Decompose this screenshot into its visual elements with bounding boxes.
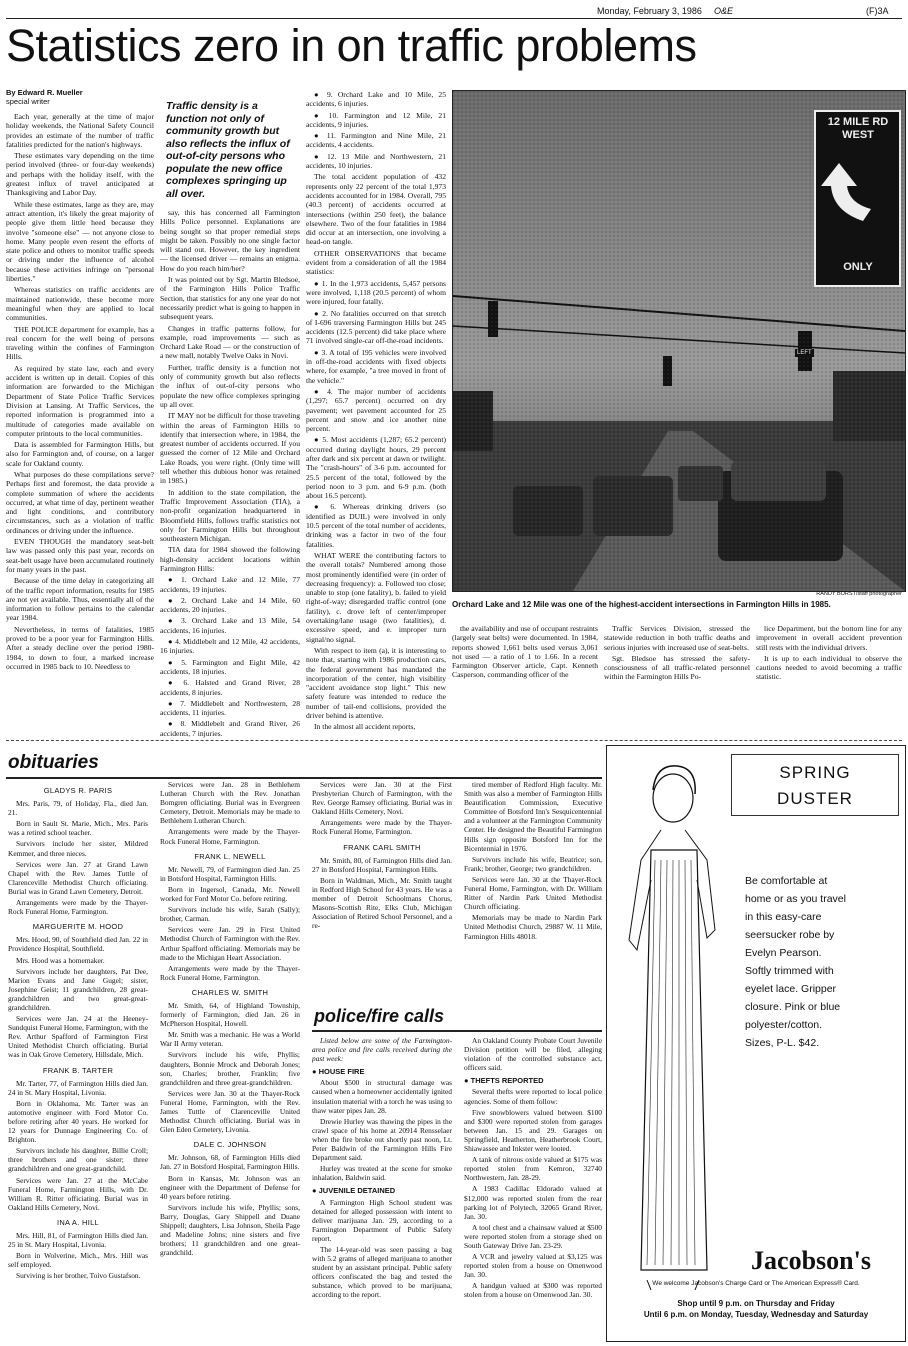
intersection-photo-art: [453, 91, 905, 591]
police-rule: [312, 1030, 602, 1032]
left-turn-sign: LEFT: [797, 350, 812, 356]
obituary-paragraph: Memorials may be made to Nardin Park United Methodist Church, 29887 W. 11 Mile, Farmington Hills 48018.: [464, 913, 602, 941]
paragraph: ● 6. Whereas drinking drivers (so identified as DUIL) were involved in only 10.5 percent of the total number of accidents, drinking was a factor in two of the four fatalities.: [306, 502, 446, 549]
article-column-1: [6, 112, 154, 737]
photo-credit: RANDY BORST/staff photographer: [816, 591, 902, 597]
obituary-paragraph: Born in Kansas, Mr. Johnson was an engineer with the Department of Defense for 40 years before retiring.: [160, 1173, 300, 1201]
obituary-name: DALE C. JOHNSON: [193, 1140, 267, 1150]
obituary-name: GLADYS R. PARIS: [43, 786, 113, 795]
street-sign: [818, 116, 898, 142]
paragraph: ● 1. Orchard Lake and 12 Mile, 77 accidents, 19 injuries.: [160, 575, 300, 594]
paragraph: Because of the time delay in categorizing all of the traffic report information, results for 1985 are not yet available. Thus, essentially all of the information to follow pertains to the calendar year 1984.: [6, 576, 154, 623]
paragraph: In the almost all accident reports,: [314, 722, 416, 732]
obituary-paragraph: Services were Jan. 24 at the Heeney-Sundquist Funeral Home, Farmington, with the Rev. Arthur Spafford of Farmington First United Methodist Church officiating. Burial was in Oak Grove Cemetery, Hillsdale, Mich.: [8, 1014, 148, 1060]
ad-title-line-2: DUSTER: [777, 789, 853, 808]
ad-copy-line: in this easy-care: [745, 911, 822, 923]
article-column-6-text: lice Department, but the bottom line for any improvement in overall accident prevention still rests with the individual drivers.: [756, 624, 902, 652]
paragraph: ● 4. Middlebelt and 12 Mile, 42 accidents, 16 injuries.: [160, 637, 300, 656]
pull-quote: Traffic density is a function not only of community growth but also reflects the influx of out-of-city persons who populate the new office complexes springing up all over.: [166, 100, 290, 200]
obituary-paragraph: Born in Wolverine, Mich., Mrs. Hill was self employed.: [8, 1251, 148, 1270]
obituary-paragraph: Mr. Smith, 64, of Highland Township, formerly of Farmington, died Jan. 26 in McPherson Hospital, Howell.: [160, 1000, 300, 1029]
police-paragraph: A Farmington High School student was detained for alleged possession with intent to deliver marijuana Jan. 29, according to a Farmington Department of Public Safety report.: [312, 1197, 452, 1243]
obituary-paragraph: Mrs. Paris, 79, of Holiday, Fla., died Jan. 21.: [8, 799, 148, 818]
obituaries-title: obituaries: [8, 752, 99, 773]
obituaries-column-3: [312, 780, 452, 1004]
paragraph: IT MAY not be difficult for those traveling within the areas of Farmington Hills to identify that intersection where, in 1984, the greatest number of accidents occurred. If you guessed the corner of 12 Mile and Orchard Lake Roads, you were right. (Only time will tell whether this dubious honor was retained in 1985.): [160, 411, 300, 486]
police-paragraph: A tool chest and a chainsaw valued at $500 were reported stolen from a storage shed on South Gateway Drive Jan. 23-29.: [464, 1222, 602, 1250]
byline-name: By Edward R. Mueller: [6, 88, 83, 97]
police-item-heading: ● HOUSE FIRE: [312, 1067, 365, 1077]
obituary-paragraph: Arrangements were made by the Thayer-Rock Funeral Home, Farmington.: [160, 963, 300, 982]
paragraph: These estimates vary depending on the time period involved (three- or four-day weekends) and perhaps with the holiday itself, with the greatest influx of travel anticipated at Thanksgiving and Labor Day.: [6, 151, 154, 198]
obituary-paragraph: tired member of Redford High faculty. Mr. Smith was also a member of Farmington Hills Beautification Commission, Executive Committee of Botsford Inn's Sesquicentennial and a volunteer at the Farmington Community Center. He designed the Beautiful Farmington Hills sign opposite Botsford Inn for the Bicentennial in 1976.: [464, 780, 602, 853]
obituary-paragraph: Services were Jan. 29 in First United Methodist Church of Farmington with the Rev. Arthur Spafford officiating. Memorials may be made to the Michigan Heart Association.: [160, 925, 300, 962]
article-column-4: [452, 624, 598, 738]
section-divider: [6, 740, 902, 742]
paragraph: ● 8. Middlebelt and Grand River, 26 accidents, 7 injuries.: [160, 719, 300, 738]
police-paragraph: Several thefts were reported to local police agencies. Some of them follow:: [464, 1087, 602, 1106]
paragraph: ● 3. A total of 195 vehicles were involved in off-the-road accidents with fixed objects where, for example, "a tree moved in front of the vehicle.": [306, 347, 446, 385]
police-title: police/fire calls: [314, 1006, 445, 1026]
ad-hours: [613, 1298, 899, 1320]
obituary-paragraph: Born in Waldman, Mich., Mr. Smith taught in Redford High School for 43 years. He was a member of Detroit Schoolmans Chorus, Masons-Scottish Rite, Elks Club, Michigan Association of Retired School Personnel, and a re-: [312, 875, 452, 931]
obituary-paragraph: Services were Jan. 27 at Grand Lawn Chapel with the Rev. James Tuttle of Clarenceville Methodist Church officiating. Burial was in Grand Lawn Cemetery, Detroit.: [8, 859, 148, 896]
obituary-paragraph: Survivors include his wife, Beatrice; son, Frank; brother, George; two grandchildren.: [464, 854, 602, 873]
paragraph: The total accident population of 432 represents only 22 percent of the total 1,973 accidents accounted for in 1984. Overall, 795 (40.3 percent) of accidents occurred at intersections (within 250 feet), the balance elsewhere. Two of the four fatalities in 1984 did occur at an intersection, one involving a head-on tangle.: [306, 172, 446, 247]
paragraph: With respect to item (a), it is interesting to note that, starting with 1986 production cars, the federal government has mandated the incorporation of the center, high visibility "accident avoidance stop light." This new safety feature was intended to reduce the number of tail-end collisions, provided the driver behind is attentive.: [306, 645, 446, 720]
article-column-2: [160, 208, 300, 738]
paragraph: ● 3. Orchard Lake and 13 Mile, 54 accidents, 16 injuries.: [160, 616, 300, 635]
obituary-paragraph: Arrangements were made by the Thayer-Rock Funeral Home, Farmington.: [312, 818, 452, 837]
obituary-paragraph: Born in Sault St. Marie, Mich., Mrs. Paris was a retired school teacher.: [8, 819, 148, 838]
obituary-paragraph: Services were Jan. 28 in Bethlehem Lutheran Church with the Rev. Jonathan Bomgren officiating. Burial was in Evergreen Cemetery, Detroit. Memorials may be made to Bethlehem Lutheran Church.: [160, 780, 300, 826]
ad-copy-line: seersucker robe by: [745, 929, 835, 941]
page-date: Monday, February 3, 1986: [597, 6, 702, 16]
paragraph: ● 2. No fatalities occurred on that stretch of I-696 traversing Farmington Hills but 245 accidents (12.5 percent) did take place where 71 involved single-car off-the-road incidents.: [306, 308, 446, 346]
paragraph: OTHER OBSERVATIONS that became evident from a consideration of all the 1984 statistics:: [306, 248, 446, 277]
paragraph: ● 1. In the 1,973 accidents, 5,457 persons were involved, 1,118 (20.5 percent) of whom were injured, four fatally.: [306, 278, 446, 307]
paragraph: Each year, generally at the time of major holiday weekends, the National Safety Council provides an estimate of the number of traffic fatalities predicted for the nation's highways.: [6, 112, 154, 149]
paragraph: In addition to the state compilation, the Traffic Improvement Association (TIA), a non-profit organization headquartered in Bloomfield Hills, follows traffic statistics not only for Farmington Hills but throughout southeastern Michigan.: [160, 487, 300, 544]
obituary-name: FRANK L. NEWELL: [194, 851, 266, 861]
obituary-name: INA A. HILL: [56, 1217, 100, 1227]
police-paragraph: The 14-year-old was seen passing a bag with 5.2 grams of alleged marijuana to another student by an assistant principal. Public safety officers confiscated the bag and tested the substance, which proved to be marijuana, according to the report.: [312, 1244, 452, 1300]
article-column-6-text-b: It is up to each individual to observe the cautions needed to avoid becoming a traffic statistic.: [756, 653, 902, 682]
obituary-paragraph: Arrangements were made by the Thayer-Rock Funeral Home, Farmington.: [160, 827, 300, 846]
obituary-paragraph: Mr. Smith, 80, of Farmington Hills died Jan. 27 in Botsford Hospital, Farmington Hills.: [312, 855, 452, 874]
paragraph: Nevertheless, in terms of fatalities, 1985 proved to be a poor year for Farmington Hills. After a steady decline over the period 1980-1984, to down to four, a marked increase occurred in 1985 back to 10. Needless to: [6, 624, 154, 671]
obituary-name: MARGUERITE M. HOOD: [32, 922, 124, 932]
obituary-name: FRANK B. TARTER: [42, 1065, 114, 1075]
police-item-heading: ● THEFTS REPORTED: [464, 1076, 544, 1086]
ad-title-box: [731, 754, 899, 816]
obituaries-column-1: [8, 780, 148, 1342]
ad-title-line-1: SPRING: [779, 763, 851, 782]
police-column-1-items: [312, 1067, 452, 1299]
paragraph: ● 10. Farmington and 12 Mile, 21 accidents, 9 injuries.: [306, 110, 446, 129]
ad-copy-line: home or as you travel: [745, 893, 846, 905]
obituary-paragraph: Mrs. Hood was a homemaker.: [16, 955, 105, 965]
police-column-2: [464, 1036, 602, 1342]
obituary-paragraph: Arrangements were made by the Thayer-Rock Funeral Home, Farmington.: [8, 898, 148, 917]
obituary-paragraph: Mr. Johnson, 68, of Farmington Hills died Jan. 27 in Botsford Hospital, Farmington Hills.: [160, 1153, 300, 1172]
paragraph: EVEN THOUGH the mandatory seat-belt law was passed only this past year, records on seat-belt usage have been accumulated routinely for many years in the past.: [6, 537, 154, 574]
paper-name: O&E: [714, 6, 734, 16]
intersection-photo: [452, 90, 906, 592]
obituary-paragraph: Mr. Tarter, 77, of Farmington Hills died Jan. 24 in St. Mary Hospital, Livonia.: [8, 1078, 148, 1097]
ad-copy-line: Evelyn Pearson.: [745, 947, 822, 959]
paragraph: ● 9. Orchard Lake and 10 Mile, 25 accidents, 6 injuries.: [306, 90, 446, 109]
obituary-paragraph: Mrs. Hood, 90, of Southfield died Jan. 22 in Providence Hospital, Southfield.: [8, 935, 148, 954]
article-column-5-text-b: Sgt. Bledsoe has stressed the safety-consciousness of all traffic-related personnel within the Farmington Hills Po-: [604, 653, 750, 682]
paragraph: Further, traffic density is a function not only of community growth but also reflects the influx of out-of-city persons who populate the new office complexes springing up all over.: [160, 362, 300, 409]
paragraph: It was pointed out by Sgt. Martin Bledsoe, of the Farmington Hills Police Traffic Section, that statistics for any one year do not necessarily predict what is going to happen in subsequent years.: [160, 275, 300, 322]
article-column-6: [756, 624, 902, 738]
ad-cards: We welcome Jacobson's Charge Card or The American Express® Card.: [652, 1280, 860, 1287]
obituary-paragraph: Survivors include his wife, Phyllis; sons, Barry, Douglas, Gary Shippell and Duane Shippell; daughters, Lisa Johnson, Sheila Page and Madeline Johns; nine sisters and five brothers; 11 grandchildren and one great-grandchild.: [160, 1202, 300, 1258]
paragraph: THE POLICE department for example, has a real concern for the well being of persons traveling within the confines of Farmington Hills.: [6, 324, 154, 362]
obituaries-column-4: [464, 780, 602, 1004]
police-paragraph: Hurley was treated at the scene for smoke inhalation, Baldwin said.: [312, 1164, 452, 1183]
obituary-paragraph: Survivors include her daughters, Pat Dee, Marion Evans and Jane Gugel; sister, Josephine Geist; 11 grandchildren, 28 great-grandchildren and two great-great-grandchildren.: [8, 966, 148, 1012]
paragraph: ● 7. Middlebelt and Northwestern, 28 accidents, 11 injuries.: [160, 698, 300, 718]
paragraph: WHAT WERE the contributing factors to the overall totals? Numbered among those most prominently identified were (in order of decreasing frequency): a. Followed too close; unable to stop (one fatality), b. failed to yield right-of-way; disregarded traffic control (one fatility), c. drove left of center/improper overtaking/lane usage (two fatalities), d. excessive speed, and e. improper turn signal/no signal.: [306, 550, 446, 644]
obituary-paragraph: Services were Jan. 27 at the McCabe Funeral Home, Farmington Hills, with Dr. William R. Ritter officiating. Burial was in Oakland Hills Cemetery, Novi.: [8, 1175, 148, 1212]
police-paragraph: A VCR and jewelry valued at $3,125 was reported stolen from a house on Omenwood Jan. 30.: [464, 1252, 602, 1280]
article-column-5: [604, 624, 750, 738]
obituary-paragraph: Survivors include her sister, Mildred Kemmer, and three nieces.: [8, 839, 148, 858]
obituary-paragraph: Born in Oklahoma, Mr. Tarter was an automotive engineer with Ford Motor Co. before retiring after 40 years. He worked for 12 years for Dunnage Engineering Co. of Brighton.: [8, 1098, 148, 1145]
obituary-paragraph: Born in Ingersol, Canada, Mr. Newell worked for Ford Motor Co. before retiring.: [160, 884, 300, 904]
ad-copy: [745, 872, 901, 1052]
obituary-paragraph: Survivors include his wife, Sarah (Sally); brother, Carman.: [160, 905, 300, 924]
paragraph: ● 4. The major number of accidents (1,297; 65.7 percent) occurred on dry pavement; wet pavement accounted for 25 percent and snow and ice another nine percent.: [306, 386, 446, 434]
obituary-paragraph: Mrs. Hill, 81, of Farmington Hills died Jan. 25 in St. Mary Hospital, Livonia.: [8, 1231, 148, 1250]
ad-copy-line: polyester/cotton.: [745, 1019, 823, 1031]
jacobsons-ad: [606, 745, 906, 1342]
jacobsons-logo: Jacobson's: [751, 1246, 871, 1275]
paragraph: ● 11. Farmington and Nine Mile, 21 accidents, 4 accidents.: [306, 131, 446, 150]
byline-role: special writer: [6, 97, 50, 106]
obituary-paragraph: Survivors include his daughter, Billie Croll; three brothers and one sister; three grandchildren and one great-grandchild.: [8, 1146, 148, 1174]
paragraph: Data is assembled for Farmington Hills, but also for Farmington and, of course, on a larger scale for Oakland county.: [6, 440, 154, 468]
police-paragraph: An Oakland County Probate Court Juvenile Division petition will be filed, alleging violation of the controlled substance act, officers said.: [464, 1036, 602, 1073]
police-column-1: [312, 1036, 452, 1342]
street-sign-line-2: WEST: [842, 129, 874, 141]
street-sign-only: ONLY: [843, 261, 873, 273]
headline: Statistics zero in on traffic problems: [6, 20, 697, 71]
obituary-paragraph: Mr. Smith was a mechanic. He was a World War II Army veteran.: [160, 1030, 300, 1049]
article-column-4-text: the availability and use of occupant restraints (largely seat belts) were documented. In 1984, reports showed 1,661 belts used versus 3,061 not used — a ratio of 1 to 1.66. In a recent Farmington Observer article, Capt. Kenneth Casperson, commanding officer of the: [452, 624, 598, 680]
paragraph: ● 6. Halsted and Grand River, 28 accidents, 8 injuries.: [160, 678, 300, 697]
paragraph: ● 5. Farmington and Eight Mile, 42 accidents, 18 injuries.: [160, 657, 300, 676]
article-column-5-text: Traffic Services Division, stressed the statewide reduction in both traffic deaths and serious injuries with increased use of seat-belts.: [604, 624, 750, 652]
obituary-name: CHARLES W. SMITH: [191, 987, 269, 997]
ad-hours-line-2: Until 6 p.m. on Monday, Tuesday, Wednesday and Saturday: [643, 1310, 869, 1319]
paragraph: ● 2. Orchard Lake and 14 Mile, 60 accidents, 20 injuries.: [160, 595, 300, 615]
police-paragraph: Five snowblowers valued between $100 and $300 were reported stolen from garages between Jan. 15 and 29. Garages on Springfield, Heatherton, Heatherbrook Court, Shiawassee and Inkster were looted.: [464, 1107, 602, 1154]
police-paragraph: About $500 in structural damage was caused when a homeowner accidentally ignited insulation material with a torch he was using to thaw water pipes Jan. 28.: [312, 1078, 452, 1115]
paragraph: As required by state law, each and every accident is written up in detail. Copies of this information are forwarded to the Michigan Department of State Police Traffic Services Division at Lansing. At Traffic Services, the reported information is programmed into a multitude of categories made available on computer printouts to the local communities.: [6, 363, 154, 438]
police-intro: Listed below are some of the Farmington-area police and fire calls received during the past week:: [312, 1036, 452, 1064]
police-item-heading: ● JUVENILE DETAINED: [312, 1186, 396, 1196]
obituaries-column-2: [160, 780, 300, 1342]
ad-copy-line: closure. Pink or blue: [745, 1001, 841, 1013]
ad-copy-line: Be comfortable at: [745, 875, 828, 887]
obituaries-rule: [6, 777, 602, 779]
ad-copy-line: eyelet lace. Gripper: [745, 983, 837, 995]
article-column-3: [306, 90, 446, 738]
byline: [6, 88, 154, 106]
photo-caption: Orchard Lake and 12 Mile was one of the highest-accident intersections in Farmington Hills in 1985.: [452, 600, 831, 609]
obituary-paragraph: Services were Jan. 30 at the First Presbyterian Church of Farmington, with the Rev. George Ramsey officiating. Burial was in Oakland Hills Cemetery, Novi.: [312, 780, 452, 817]
paragraph: What purposes do these compilations serve? Perhaps first and foremost, the data provide a complete summation of where the accidents occurred, at what time of day, pertinent weather and light conditions, and contributory circumstances, such as a violation of traffic ordinances or driving under the influence.: [6, 469, 154, 535]
police-paragraph: A 1983 Cadillac Eldorado valued at $12,000 was reported stolen from the rear parking lot of Polytech, 32065 Grand River, Jan. 30.: [464, 1184, 602, 1221]
header-rule: [6, 18, 902, 19]
paragraph: Changes in traffic patterns follow, for example, road improvements — such as Orchard Lake Road — or the construction of a new mall, notably Twelve Oaks in Novi.: [160, 323, 300, 361]
obituary-paragraph: Services were Jan. 30 at the Thayer-Rock Funeral Home, Farmington, with the Rev. James Tuttle of Clarenceville United Methodist Church officiating. Burial was in Glen Eden Cemetery, Livonia.: [160, 1088, 300, 1135]
ad-hours-line-1: Shop until 9 p.m. on Thursday and Friday: [677, 1299, 835, 1308]
police-paragraph: A handgun valued at $300 was reported stolen from a house on Omenwood Jan. 30.: [464, 1281, 602, 1300]
street-sign-line-1: 12 MILE RD: [827, 116, 889, 128]
obituary-name: FRANK CARL SMITH: [343, 842, 421, 852]
ad-copy-line: Softly trimmed with: [745, 965, 834, 977]
paragraph: TIA data for 1984 showed the following high-density accident locations within Farmington Hills:: [160, 545, 300, 573]
paragraph: ● 5. Most accidents (1,287; 65.2 percent) occurred during daylight hours, 29 percent after dark and six percent at dawn or twilight. The "crash-hours" of 3-6 p.m. accounted for 25.5 percent of the total, followed by the period noon to 3 p.m. and 6-9 p.m. (both about 16.5 percent).: [306, 435, 446, 501]
robe-illustration: [611, 750, 721, 1290]
paragraph: While these estimates, large as they are, may attract attention, it's likely the great majority of people give them little heed because they involve "someone else" — not anyone close to home. Many people even resent the efforts of state police and others to monitor traffic speeds or driving under the influence of alcohol because these activities infringe on "personal liberties.": [6, 199, 154, 284]
obituary-paragraph: Surviving is her brother, Toivo Gustafson.: [16, 1271, 141, 1281]
ad-copy-line: Sizes, P-L. $42.: [745, 1037, 820, 1049]
police-paragraph: Drewie Hurley was thawing the pipes in the crawl space of his home at 20914 Rensselaer when the fire broke out shortly past noon, Lt. Peter Baldwin of the Farmington Hills Fire Department said.: [312, 1116, 452, 1163]
paragraph: Whereas statistics on traffic accidents are maintained nationwide, these become more meaningful when they are applied to local communities.: [6, 285, 154, 323]
obituary-paragraph: Services were Jan. 30 at the Thayer-Rock Funeral Home, Farmington, with Dr. William Ritter of Nardin Park United Methodist Church officiating.: [464, 874, 602, 912]
police-paragraph: A tank of nitrous oxide valued at $175 was reported stolen from Kemron, 32740 Northwestern, Jan. 28-29.: [464, 1155, 602, 1183]
obituary-paragraph: Mr. Newell, 79, of Farmington died Jan. 25 in Botsford Hospital, Farmington Hills.: [160, 864, 300, 883]
paragraph: ● 12. 13 Mile and Northwestern, 21 accidents, 10 injuries.: [306, 151, 446, 171]
paragraph: say, this has concerned all Farmington Hills Police personnel. Explanations are being sought so that proper remedial steps might be taken. Possibly no one single factor will stand out. However, the key ingredient — the licensed driver — remains an enigma. How do you reach him/her?: [160, 208, 300, 273]
obituary-paragraph: Survivors include his wife, Phyllis; daughters, Bonnie Mrock and Deborah Jones; son, Charles; brother, Franklin; five grandchildren and three great-grandchildren.: [160, 1050, 300, 1087]
page-number: (F)3A: [866, 6, 889, 16]
